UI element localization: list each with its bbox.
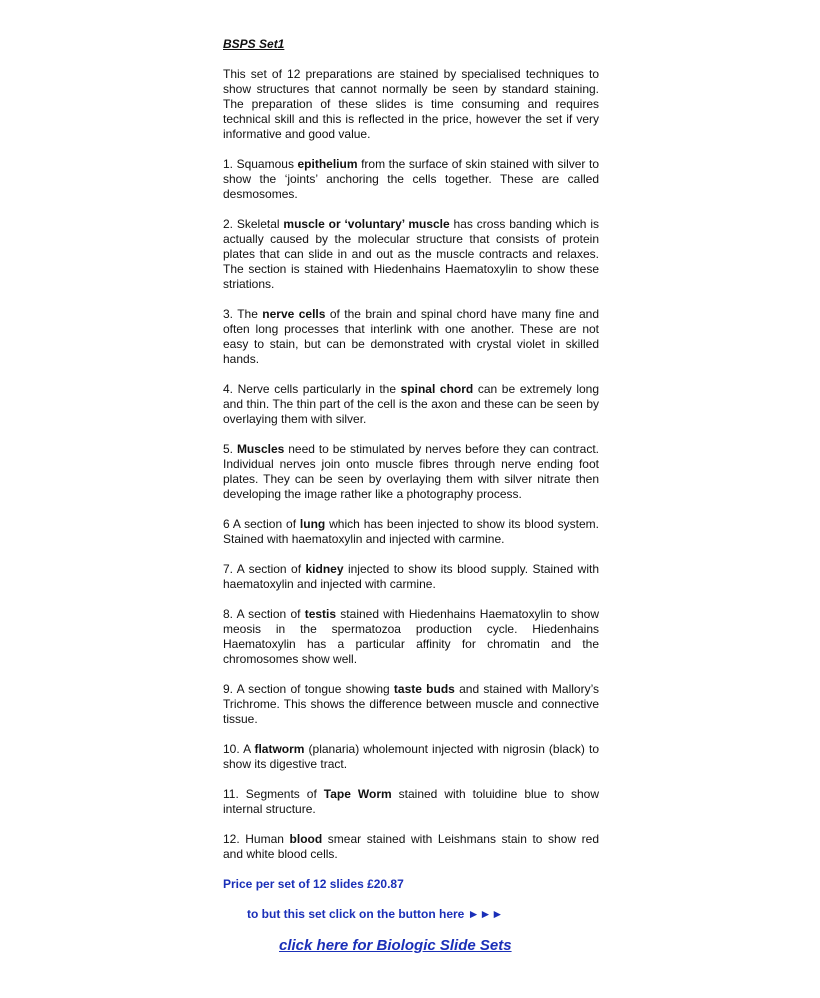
list-item-1: 1. Squamous epithelium from the surface of skin stained with silver to show the ‘joints’ anchoring the cells together. These are called desmosomes. (223, 157, 599, 201)
list-item-10: 10. A flatworm (planaria) wholemount injected with nigrosin (black) to show its digestive tract. (223, 742, 599, 771)
intro-paragraph: This set of 12 preparations are stained by specialised techniques to show structures that cannot normally be seen by standard staining. The preparation of these slides is time consuming and requires technical skill and this is reflected in the price, however the set if very informative and good value. (223, 67, 599, 141)
list-item-4: 4. Nerve cells particularly in the spinal chord can be extremely long and thin. The thin part of the cell is the axon and these can be seen by overlaying them with silver. (223, 382, 600, 426)
list-item-2: 2. Skeletal muscle or ‘voluntary’ muscle has cross banding which is actually caused by the molecular structure that consists of protein plates that can slide in and out as the muscle contracts and relaxes. The section is stained with Hiedenhains Haematoxylin to show these striations. (223, 217, 600, 291)
list-item-3: 3. The nerve cells of the brain and spinal chord have many fine and often long processes that interlink with one another. These are not easy to stain, but can be demonstrated with crystal violet in skilled hands. (223, 307, 600, 366)
page-title: BSPS Set1 (223, 37, 285, 51)
content-column (223, 37, 599, 955)
list-item-7: 7. A section of kidney injected to show its blood supply. Stained with haematoxylin and injected with carmine. (223, 562, 599, 591)
list-item-11: 11. Segments of Tape Worm stained with toluidine blue to show internal structure. (223, 787, 600, 816)
list-item-9: 9. A section of tongue showing taste buds and stained with Mallory’s Trichrome. This shows the difference between muscle and connective tissue. (223, 682, 600, 726)
list-item-6: 6 A section of lung which has been injected to show its blood system. Stained with haematoxylin and injected with carmine. (223, 517, 600, 546)
buy-instruction: to but this set click on the button here ►►► (247, 907, 504, 921)
list-item-5: 5. Muscles need to be stimulated by nerves before they can contract. Individual nerves join onto muscle fibres through nerve ending foot plates. They can be seen by overlaying them with silver nitrate then developing the image rather like a photography process. (223, 442, 599, 501)
list-item-12: 12. Human blood smear stained with Leishmans stain to show red and white blood cells. (223, 832, 599, 861)
price-text: Price per set of 12 slides £20.87 (223, 877, 404, 891)
list-item-8: 8. A section of testis stained with Hiedenhains Haematoxylin to show meosis in the spermatozoa production cycle. Hiedenhains Haematoxylin has a particular affinity for chromatin and the chromosomes show well. (223, 607, 599, 666)
biologic-slide-sets-link[interactable]: click here for Biologic Slide Sets (279, 937, 512, 954)
